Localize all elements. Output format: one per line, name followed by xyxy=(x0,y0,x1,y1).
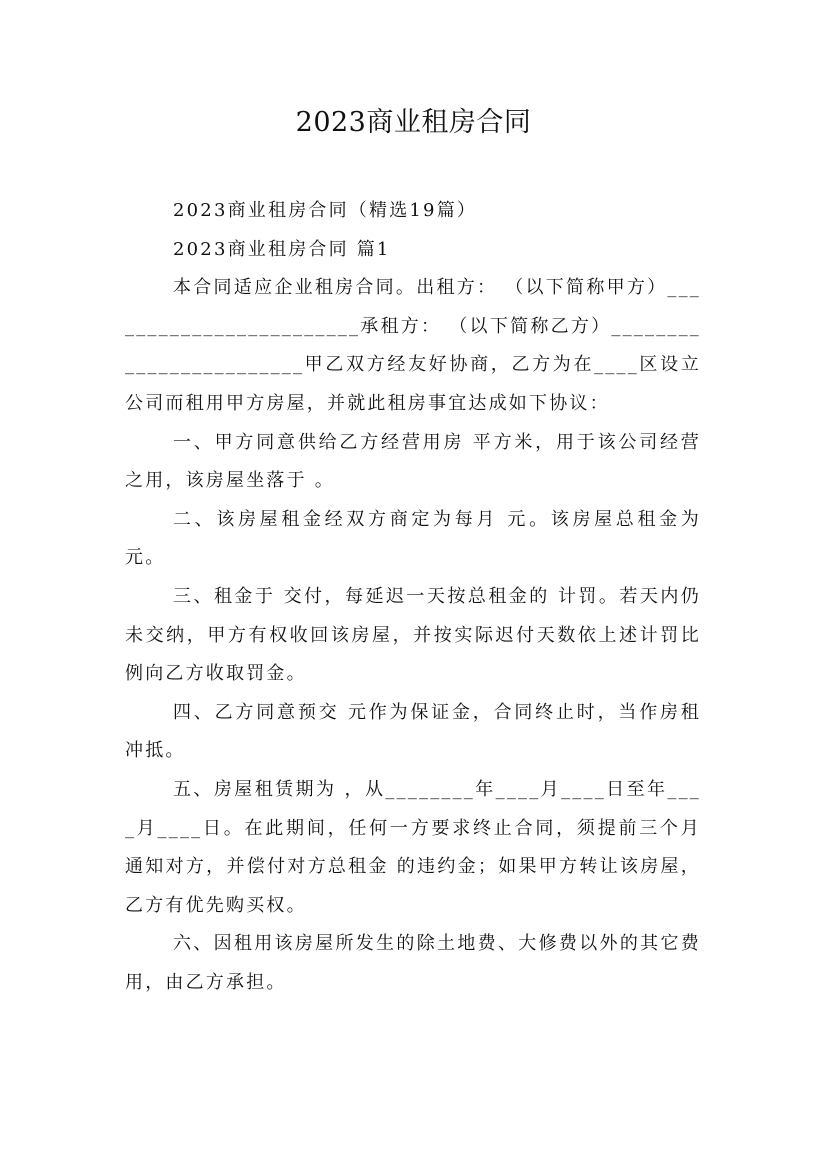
clause-3-paragraph: 三、租金于 交付，每延迟一天按总租金的 计罚。若天内仍未交纳，甲方有权收回该房屋，并按实际迟付天数依上述计罚比例向乙方收取罚金。 xyxy=(125,585,701,685)
clause-2-paragraph: 二、该房屋租金经双方商定为每月 元。该房屋总租金为元。 xyxy=(125,508,701,569)
intro-paragraph: 本合同适应企业租房合同。出租方： （以下简称甲方）________________________承租方： （以下简称乙方）________________________甲乙双方经友好协商，乙方为在____区设立 公司而租用甲方房屋，并就此租房事宜达成如下协议： xyxy=(125,277,701,414)
clause-4-paragraph: 四、乙方同意预交 元作为保证金，合同终止时，当作房租冲抵。 xyxy=(125,701,701,762)
document-title: 2023商业租房合同 xyxy=(295,107,532,138)
clause-5-paragraph: 五、房屋租赁期为 ，从________年____月____日至年____月____日。在此期间，任何一方要求终止合同，须提前三个月通知对方，并偿付对方总租金 的违约金；如果甲方转让该房屋，乙方有优先购买权。 xyxy=(125,778,701,916)
clause-6-paragraph: 六、因租用该房屋所发生的除土地费、大修费以外的其它费用，由乙方承担。 xyxy=(125,933,701,993)
section-heading-paragraph: 2023商业租房合同 篇1 xyxy=(173,238,391,260)
document-body xyxy=(125,192,701,1002)
subtitle-paragraph: 2023商业租房合同（精选19篇） xyxy=(173,200,478,221)
clause-1-paragraph: 一、甲方同意供给乙方经营用房 平方米，用于该公司经营之用，该房屋坐落于 。 xyxy=(125,431,701,492)
